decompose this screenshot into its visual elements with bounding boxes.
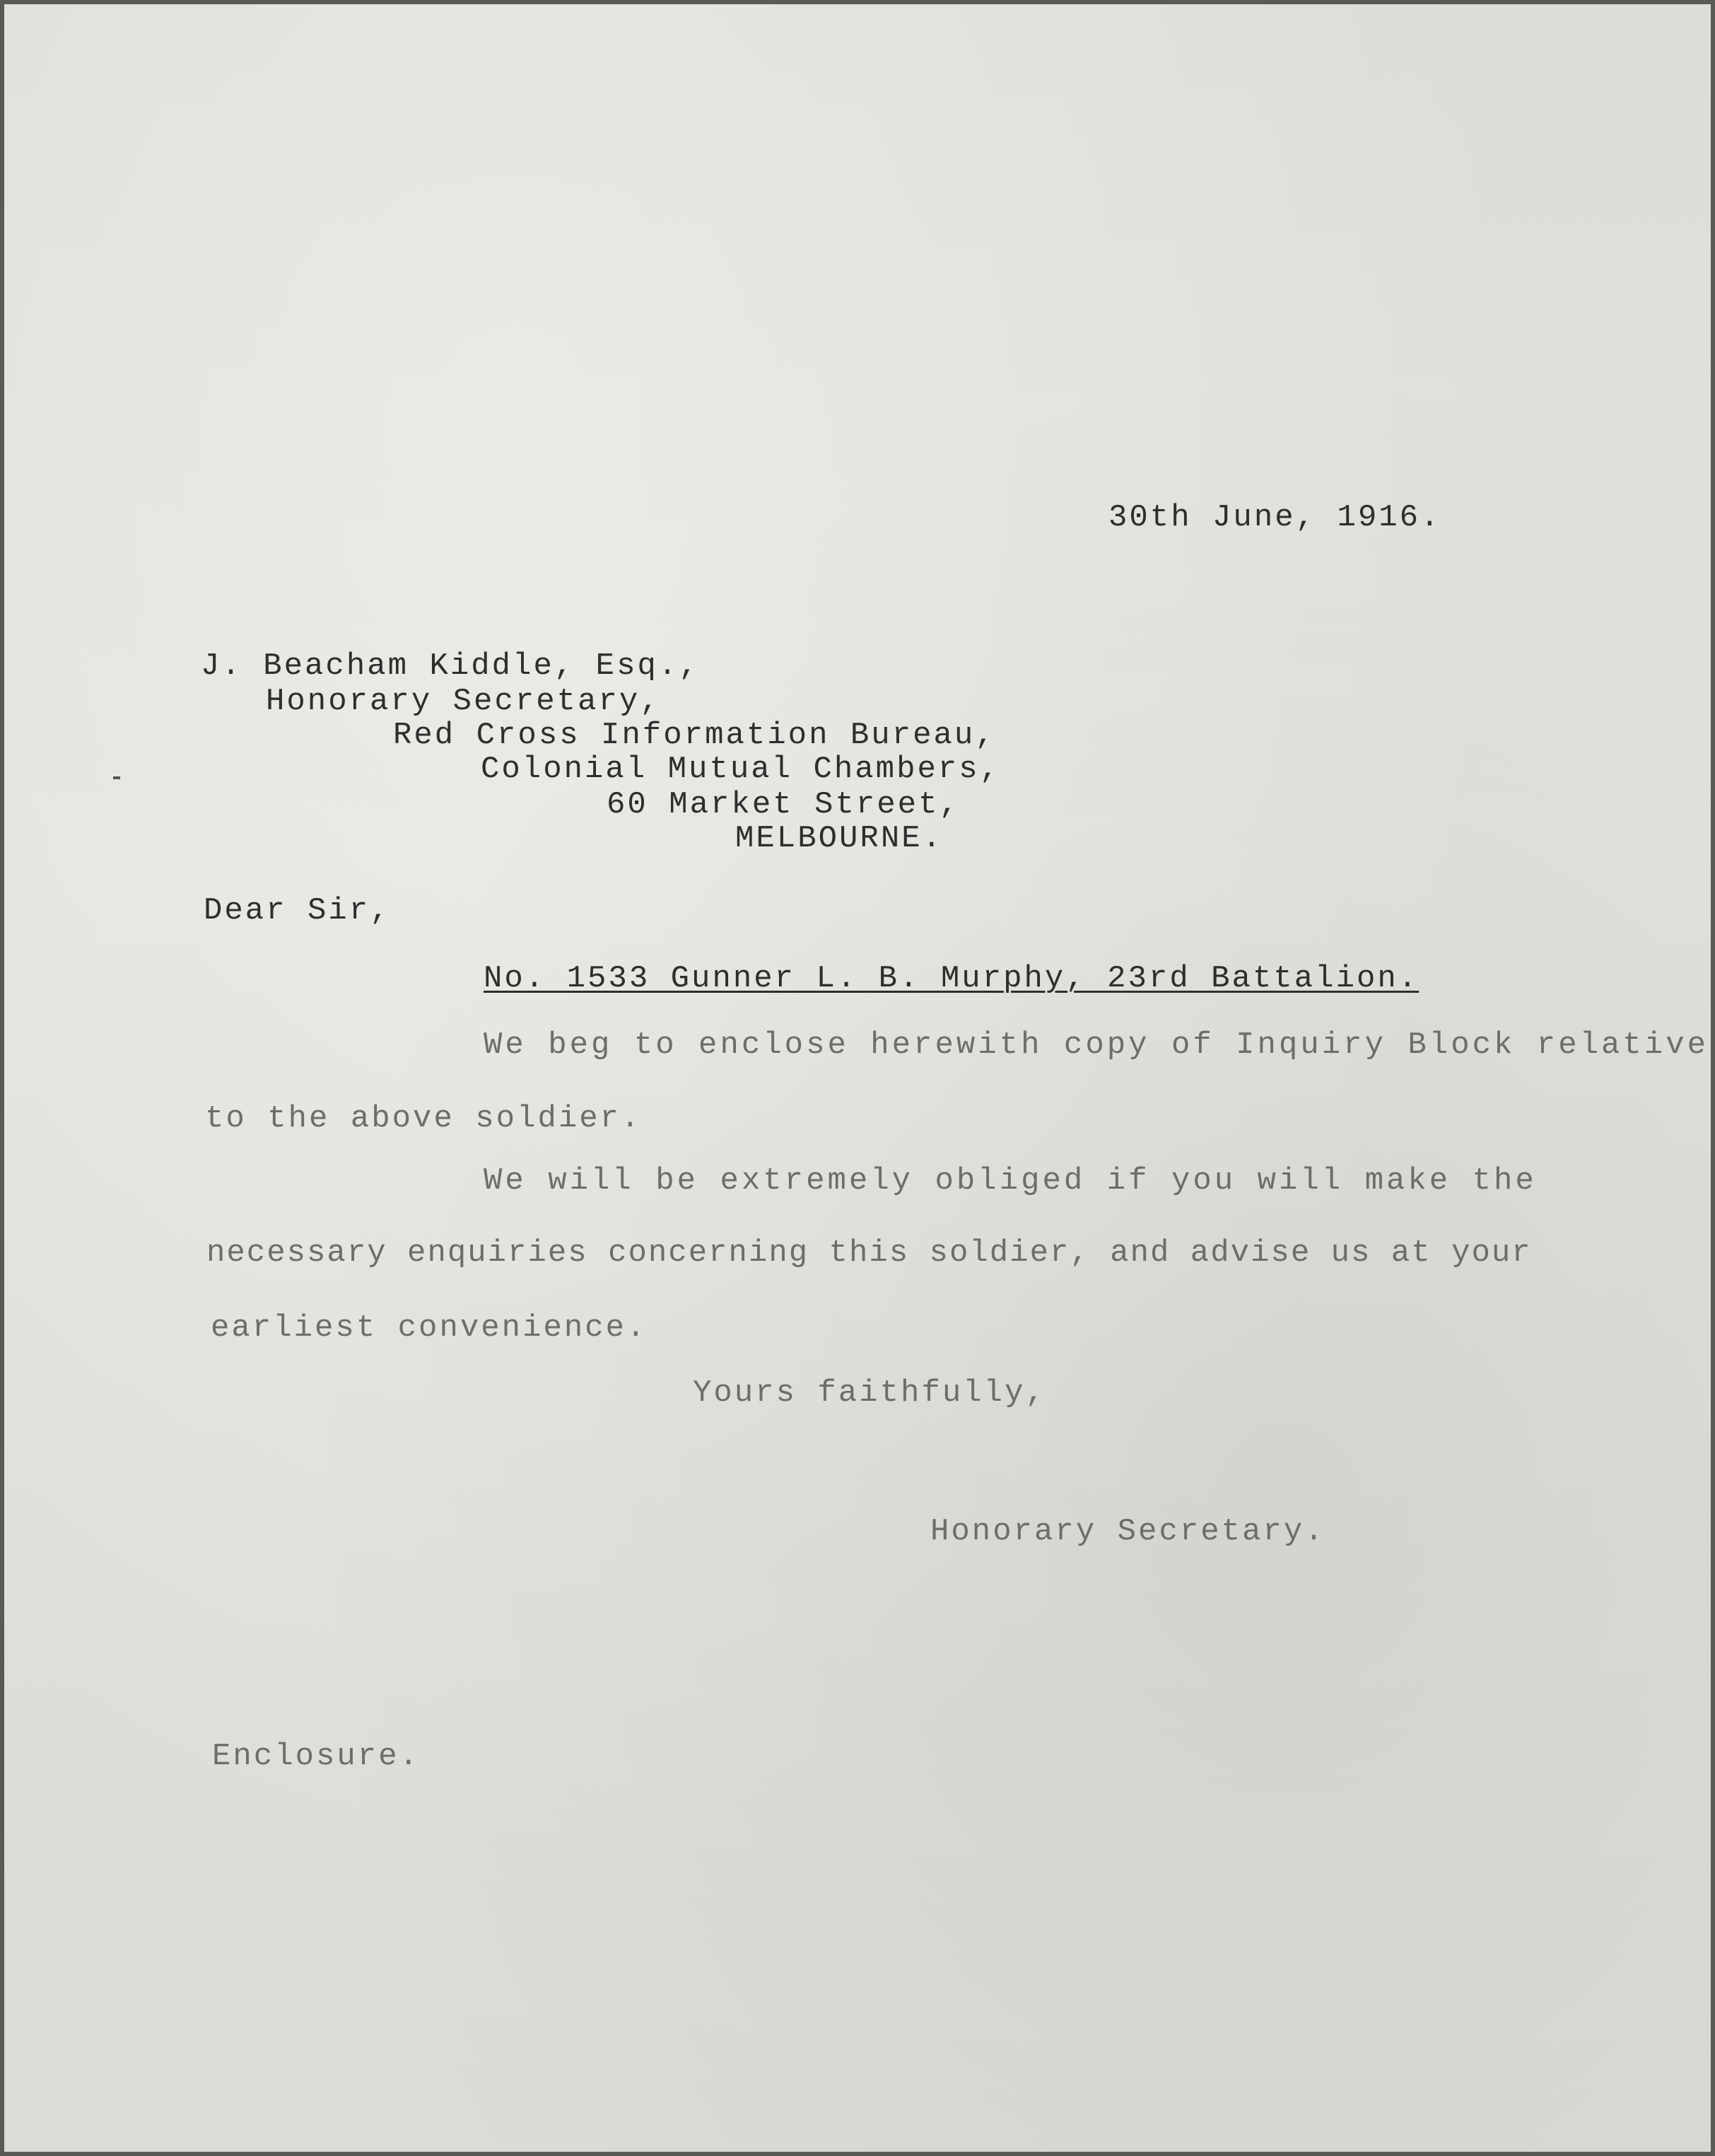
body-line-3: We will be extremely obliged if you will make the: [484, 1163, 1537, 1199]
letter-date: 30th June, 1916.: [1108, 500, 1441, 535]
scan-border-bottom: [0, 2152, 1715, 2156]
signature-title: Honorary Secretary.: [930, 1514, 1325, 1549]
recipient-organisation: Red Cross Information Bureau,: [393, 718, 996, 753]
body-line-2: to the above soldier.: [205, 1101, 642, 1136]
scan-border-top: [0, 0, 1715, 4]
closing: Yours faithfully,: [693, 1375, 1046, 1411]
enclosure-note: Enclosure.: [212, 1739, 421, 1774]
body-line-5: earliest convenience.: [211, 1310, 648, 1346]
margin-mark: [113, 776, 120, 779]
body-line-1: We beg to enclose herewith copy of Inquiry Block relative: [484, 1027, 1709, 1063]
recipient-title: Honorary Secretary,: [266, 684, 661, 719]
body-line-4: necessary enquiries concerning this soldier, and advise us at your: [206, 1235, 1532, 1271]
recipient-name: J. Beacham Kiddle, Esq.,: [201, 648, 700, 684]
recipient-street: 60 Market Street,: [607, 787, 960, 822]
subject-line: No. 1533 Gunner L. B. Murphy, 23rd Battalion.: [484, 961, 1420, 996]
salutation: Dear Sir,: [204, 893, 391, 928]
scan-border-left: [0, 0, 4, 2156]
scan-border-right: [1711, 0, 1715, 2156]
recipient-building: Colonial Mutual Chambers,: [481, 752, 1001, 787]
recipient-city: MELBOURNE.: [735, 821, 944, 856]
